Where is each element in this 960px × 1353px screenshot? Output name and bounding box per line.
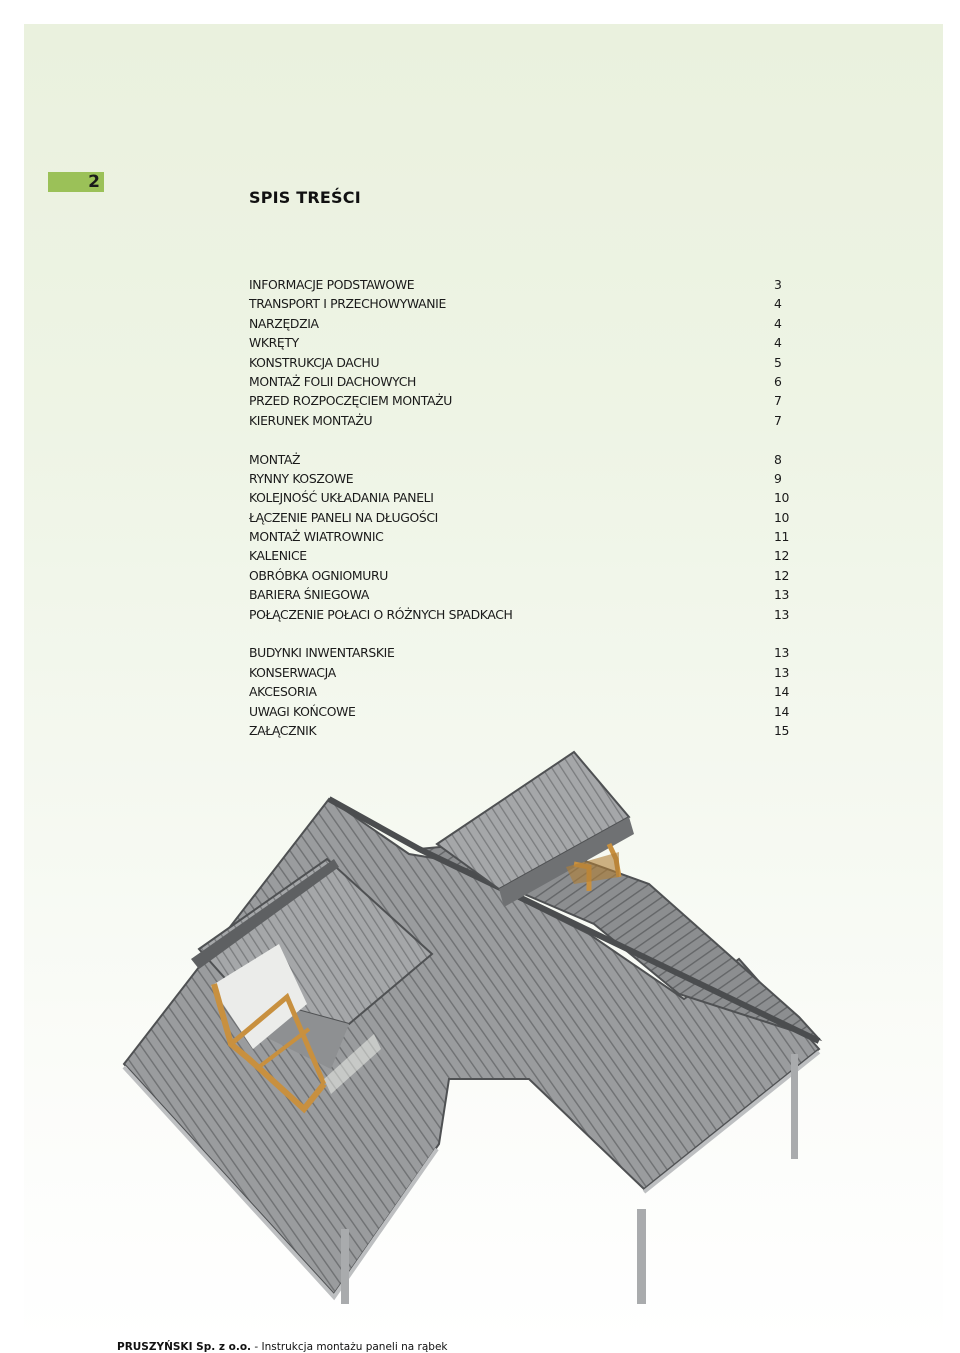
toc-entry-page: 12 (774, 567, 790, 583)
toc-entry[interactable] (249, 721, 794, 740)
toc-entry[interactable] (249, 702, 794, 721)
toc-entry-page: 8 (774, 451, 782, 467)
toc-entry[interactable] (249, 372, 794, 391)
toc-entry[interactable] (249, 546, 794, 565)
toc-entry-label: MONTAŻ WIATROWNIC (249, 529, 384, 545)
toc-entry[interactable] (249, 663, 794, 682)
footer (117, 1341, 447, 1353)
toc-entry-page: 13 (774, 606, 790, 622)
toc-entry[interactable] (249, 585, 794, 604)
toc-entry[interactable] (249, 333, 794, 352)
toc-entry-label: ŁĄCZENIE PANELI NA DŁUGOŚCI (249, 509, 438, 525)
page-sheet (24, 24, 943, 1353)
toc-entry-label: KALENICE (249, 548, 307, 564)
toc-entry-label: MONTAŻ (249, 451, 301, 467)
toc-entry-page: 4 (774, 296, 782, 312)
page-number: 2 (48, 172, 104, 192)
toc-entry-page: 12 (774, 548, 790, 564)
toc-entry-label: KONSTRUKCJA DACHU (249, 354, 380, 370)
toc-group (249, 275, 794, 430)
toc-entry-label: BUDYNKI INWENTARSKIE (249, 645, 395, 661)
toc-entry-page: 5 (774, 354, 782, 370)
toc-entry-label: NARZĘDZIA (249, 315, 319, 331)
toc-entry[interactable] (249, 488, 794, 507)
toc-entry[interactable] (249, 508, 794, 527)
toc-entry[interactable] (249, 643, 794, 662)
toc-entry[interactable] (249, 450, 794, 469)
toc-entry-label: KONSERWACJA (249, 664, 336, 680)
toc-entry-page: 13 (774, 587, 790, 603)
toc-entry-page: 4 (774, 315, 782, 331)
toc-entry-label: POŁĄCZENIE POŁACI O RÓŻNYCH SPADKACH (249, 606, 513, 622)
toc-entry[interactable] (249, 353, 794, 372)
toc-entry-label: BARIERA ŚNIEGOWA (249, 587, 370, 603)
toc-entry-label: WKRĘTY (249, 335, 299, 351)
toc-entry[interactable] (249, 469, 794, 488)
toc-entry-label: OBRÓBKA OGNIOMURU (249, 567, 388, 583)
toc-entry-label: AKCESORIA (249, 684, 317, 700)
toc-entry[interactable] (249, 605, 794, 624)
toc-entry-page: 6 (774, 373, 782, 389)
toc-entry-page: 10 (774, 490, 790, 506)
toc-entry[interactable] (249, 411, 794, 430)
toc-entry-label: INFORMACJE PODSTAWOWE (249, 277, 415, 292)
table-of-contents (249, 275, 794, 760)
toc-entry[interactable] (249, 682, 794, 701)
toc-entry-page: 15 (774, 722, 790, 738)
toc-entry-page: 4 (774, 335, 782, 351)
toc-entry[interactable] (249, 527, 794, 546)
toc-entry-label: MONTAŻ FOLII DACHOWYCH (249, 373, 416, 389)
toc-entry-label: ZAŁĄCZNIK (249, 722, 317, 738)
toc-entry-label: KOLEJNOŚĆ UKŁADANIA PANELI (249, 490, 434, 506)
footer-company: PRUSZYŃSKI Sp. z o.o. (117, 1341, 252, 1353)
toc-entry-page: 7 (774, 393, 782, 409)
toc-group (249, 450, 794, 625)
toc-entry-page: 7 (774, 412, 782, 428)
toc-entry-page: 11 (774, 529, 790, 545)
toc-entry[interactable] (249, 275, 794, 294)
toc-entry-page: 13 (774, 664, 790, 680)
toc-entry[interactable] (249, 294, 794, 313)
toc-group (249, 643, 794, 740)
toc-entry-page: 9 (774, 470, 782, 486)
toc-entry-page: 13 (774, 645, 790, 661)
toc-entry[interactable] (249, 391, 794, 410)
toc-entry-page: 10 (774, 509, 790, 525)
footer-text: - Instrukcja montażu paneli na rąbek (251, 1341, 448, 1353)
toc-entry-page: 14 (774, 703, 790, 719)
toc-entry-page: 14 (774, 684, 790, 700)
roof-illustration (119, 749, 869, 1304)
page-title: SPIS TREŚCI (249, 188, 361, 207)
toc-entry-label: KIERUNEK MONTAŻU (249, 412, 373, 428)
toc-entry-label: PRZED ROZPOCZĘCIEM MONTAŻU (249, 393, 452, 409)
toc-entry[interactable] (249, 566, 794, 585)
toc-entry[interactable] (249, 314, 794, 333)
toc-entry-page: 3 (774, 277, 782, 292)
toc-entry-label: TRANSPORT I PRZECHOWYWANIE (249, 296, 446, 312)
toc-entry-label: UWAGI KOŃCOWE (249, 703, 356, 719)
toc-entry-label: RYNNY KOSZOWE (249, 470, 354, 486)
